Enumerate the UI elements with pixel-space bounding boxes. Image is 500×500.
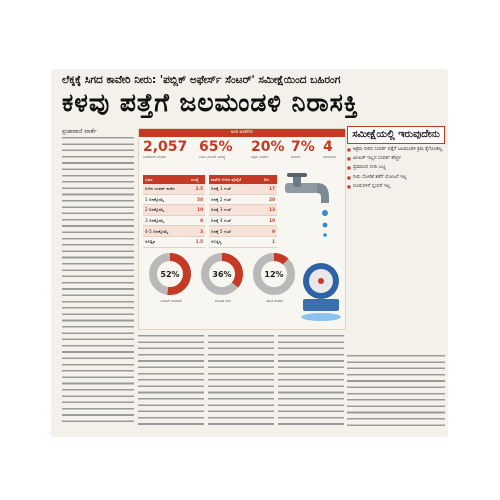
- table-cell-label: ದಿನಕ್ಕೆ 3 ಗಂಟೆ: [209, 205, 262, 216]
- kicker: ಲೆಕ್ಕಕ್ಕೆ ಸಿಗದ ಕಾವೇರಿ ನೀರು: 'ಪಬ್ಲಿಕ್ ಅಫೇರ್ಸ್ ಸೆಂಟರ್' ಸಮೀಕ್ಷೆಯಿಂದ ಬಹಿರಂಗ: [62, 74, 341, 86]
- table-cell-label: ಗೊತ್ತಿಲ್ಲ: [209, 236, 262, 247]
- table-cell-label: 1 ದಿನಕ್ಕೊಮ್ಮೆ: [143, 194, 189, 205]
- table-cell-value: 20: [262, 194, 277, 205]
- table-row: [209, 205, 277, 216]
- table-row: [209, 236, 277, 247]
- table-cell-value: 10: [189, 205, 205, 216]
- stat-label: ಬಳಕೆದಾರರ ಸಂಪರ್ಕ: [143, 155, 167, 159]
- headline: ಕಳವು ಪತ್ತೆಗೆ ಜಲಮಂಡಳಿ ನಿರಾಸಕ್ತಿ: [62, 88, 359, 117]
- table-cell-value: 1: [262, 236, 277, 247]
- stat-label: ಅಕ್ರಮ ಸಂಪರ್ಕ: [251, 155, 269, 159]
- table-header: ದಿನ: [262, 175, 277, 184]
- table-cell-label: ನೀರಿನ ಸಂಪರ್ಕ ಪಡೆದ: [143, 184, 189, 194]
- table-row: [143, 236, 205, 247]
- donut-value: 12%: [264, 270, 284, 279]
- table-cell-label: ಅನಿಶ್ಚಿತ: [143, 236, 189, 247]
- article-column-left: [62, 136, 134, 426]
- stat-value: 4: [323, 139, 333, 155]
- sidebar-item: ■ ಮೀಟರ್ ಇಲ್ಲದ ಸಂಪರ್ಕ ಹೆಚ್ಚಳ: [347, 156, 445, 162]
- table-row: [143, 226, 205, 237]
- donut-chart: [251, 251, 299, 311]
- donut-chart: [199, 251, 247, 311]
- table-row: [143, 184, 205, 194]
- stat-leak: [291, 139, 327, 159]
- table-row: [209, 215, 277, 226]
- stat-value: 7%: [291, 139, 315, 155]
- table-header: ಸಂಖ್ಯೆ: [189, 175, 205, 184]
- supply-frequency-table: [143, 175, 205, 248]
- stat-connections: [143, 139, 187, 159]
- stat-label: ವಲಯಗಳು: [323, 155, 337, 159]
- supply-hours-table: [209, 175, 277, 248]
- table-row: [209, 184, 277, 194]
- body-text-placeholder: [347, 354, 445, 426]
- table-cell-label: ದಿನಕ್ಕೆ 2 ಗಂಟೆ: [209, 194, 262, 205]
- donut-label: ಕಲುಷಿತ ನೀರು: [214, 299, 232, 303]
- water-meter-icon: [299, 253, 343, 323]
- table-row: [143, 205, 205, 216]
- donut-label: ಮೀಟರ್ ಅಳವಡಿಕೆ: [160, 299, 182, 303]
- sidebar-box: [347, 126, 445, 351]
- table-cell-value: 58: [189, 194, 205, 205]
- table-cell-label: 3 ದಿನಕ್ಕೊಮ್ಮೆ: [143, 215, 189, 226]
- newspaper-clipping: [52, 70, 447, 436]
- article-column-right: [347, 354, 445, 426]
- table-cell-value: 1.5: [189, 236, 205, 247]
- table-cell-label: 4-5 ದಿನಕ್ಕೊಮ್ಮೆ: [143, 226, 189, 237]
- table-cell-label: ದಿನಕ್ಕೆ 1 ಗಂಟೆ: [209, 184, 262, 194]
- table-row: [143, 215, 205, 226]
- table-cell-value: 3: [189, 226, 205, 237]
- stat-value: 2,057: [143, 139, 188, 155]
- table-cell-value: 10: [262, 215, 277, 226]
- table-cell-label: 2 ದಿನಕ್ಕೊಮ್ಮೆ: [143, 205, 189, 216]
- table-row: [143, 194, 205, 205]
- sidebar-title: ಸಮೀಕ್ಷೆಯಲ್ಲಿ ಇರುವುದೇನು: [347, 126, 445, 144]
- infographic: [138, 128, 346, 330]
- table-header: ವಿವರ: [143, 175, 189, 184]
- table-row: [209, 194, 277, 205]
- byline: ಪ್ರಜಾವಾಣಿ ವಾರ್ತೆ: [62, 128, 97, 135]
- article-column-lower: [138, 334, 344, 426]
- table-cell-value: 17: [262, 184, 277, 194]
- table-cell-label: ದಿನಕ್ಕೆ 4 ಗಂಟೆ: [209, 215, 262, 226]
- water-tap-icon: [283, 173, 343, 253]
- table-cell-value: 9: [262, 226, 277, 237]
- stats-row: [143, 139, 343, 171]
- table-cell-value: 13: [262, 205, 277, 216]
- sidebar-item: ■ ನೀರು ಸೋರಿಕೆ ತಡೆಗೆ ಯೋಜನೆ ಇಲ್ಲ: [347, 175, 445, 181]
- stat-illegal: [251, 139, 287, 159]
- table-cell-label: ದಿನಕ್ಕೆ 5 ಗಂಟೆ: [209, 226, 262, 237]
- infographic-title: ಅಂಕಿ ಅಂಶಗಳು: [139, 129, 345, 137]
- body-text-placeholder: [62, 136, 134, 426]
- stat-label: ನೀರಿನ ಮೀಟರ್ ಸಮಸ್ಯೆ: [199, 155, 226, 159]
- table-header: ಕಾವೇರಿ ನೀರಿನ ಪೂರೈಕೆ: [209, 175, 262, 184]
- donut-value: 36%: [212, 270, 232, 279]
- donut-label: ಹೊಸ ಸಂಪರ್ಕ: [266, 299, 284, 303]
- body-text-placeholder: [138, 334, 344, 426]
- table-cell-value: 3.5: [189, 184, 205, 194]
- donut-value: 52%: [160, 270, 180, 279]
- table-cell-value: 8: [189, 215, 205, 226]
- sidebar-item: ■ ಪ್ರಮಾಣದ ನೀರು ಲಭ್ಯ: [347, 165, 445, 171]
- stat-label: ಸೋರಿಕೆ: [291, 155, 300, 159]
- stat-meter: [199, 139, 235, 159]
- donut-chart: [147, 251, 195, 311]
- sidebar-item: ■ ಅಕ್ರಮ ನೀರಿನ ಸಂಪರ್ಕ ಪತ್ತೆಗೆ ಜಲಮಂಡಳಿ ಕ್ರಮ ಕೈಗೊಂಡಿಲ್ಲ: [347, 147, 445, 153]
- stat-value: 65%: [199, 139, 233, 155]
- sidebar-item: ■ ದೂರುಗಳಿಗೆ ಸ್ಪಂದನೆ ಇಲ್ಲ: [347, 184, 445, 190]
- table-row: [209, 226, 277, 237]
- stat-value: 20%: [251, 139, 285, 155]
